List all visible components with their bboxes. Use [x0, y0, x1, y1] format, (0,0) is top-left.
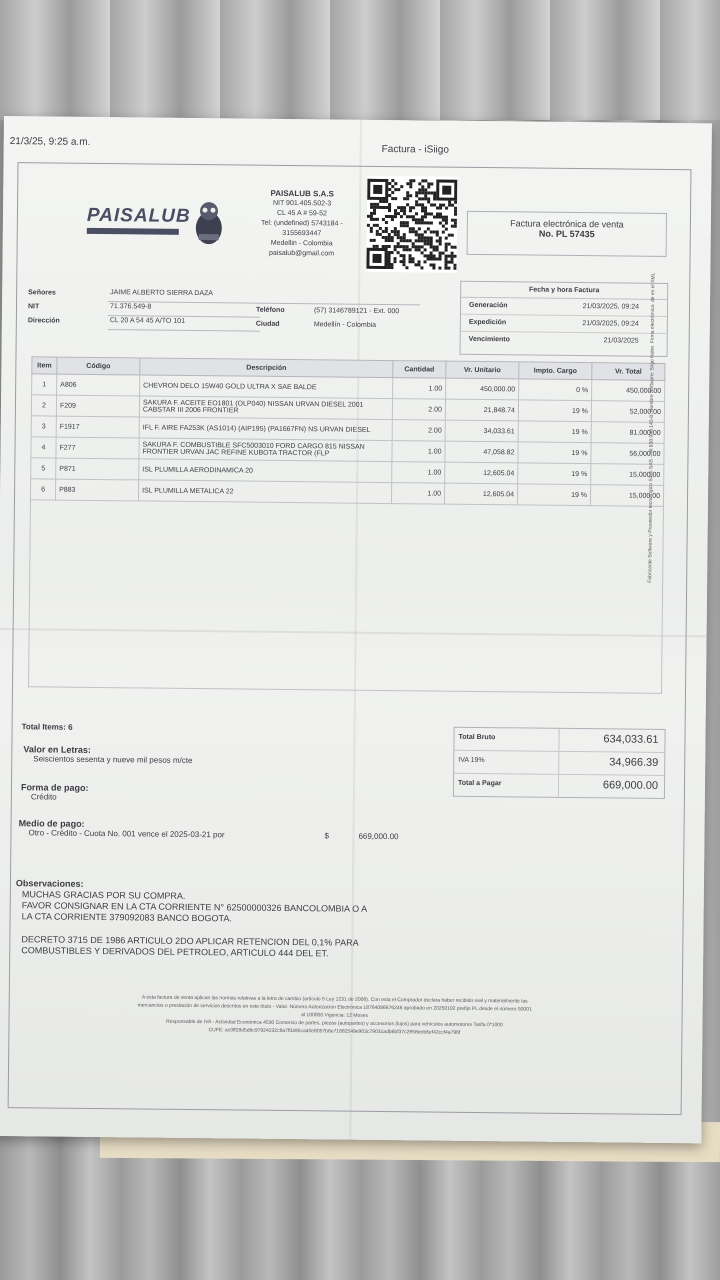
items-table: [28, 356, 665, 694]
qr-code-icon: [366, 176, 457, 273]
customer-city-label: Ciudad: [255, 320, 280, 328]
row-description: ISL PLUMILLA AERODINAMICA 20: [139, 459, 392, 483]
col-code: Código: [57, 357, 140, 375]
row-quantity: 2.00: [392, 399, 445, 421]
row-unit-price: 47,058.82: [445, 441, 518, 463]
row-total: 15,000.00: [591, 464, 664, 486]
row-description: IFL F. AIRE FA253K (AS1014) (AIP195) (PA1667FN) NS URVAN DIESEL: [139, 417, 392, 441]
company-city: Medellin - Colombia: [270, 239, 333, 248]
print-title: Factura - iSiigo: [381, 143, 449, 156]
row-unit-price: 12,605.04: [444, 483, 517, 505]
payment-form-value: Crédito: [30, 792, 57, 802]
observations-line2: FAVOR CONSIGNAR EN LA CTA CORRIENTE N° 62500000326 BANCOLOMBIA O A: [21, 900, 368, 914]
row-item: 5: [31, 458, 56, 479]
row-quantity: 1.00: [392, 441, 445, 463]
customer-nit: 71.376.549-8: [108, 303, 260, 318]
row-description: ISL PLUMILLA METALICA 22: [138, 480, 391, 504]
row-description: SAKURA F. ACEITE EO1801 (OLP040) NISSAN URVAN DIESEL 2001 CABSTAR III 2006 FRONTIER: [139, 396, 392, 420]
row-total: 450,000.00: [592, 380, 665, 402]
generation-date: 21/03/2025, 09:24: [582, 303, 640, 311]
row-quantity: 1.00: [393, 378, 446, 400]
customer-nit-label: NIT: [27, 303, 40, 311]
row-quantity: 1.00: [391, 483, 444, 505]
company-logo: [86, 204, 191, 236]
col-total: Vr. Total: [592, 363, 665, 381]
row-total: 81,000.00: [591, 422, 664, 444]
observations-line5: COMBUSTIBLES Y DERIVADOS DEL PETROLEO, ARTICULO 444 DEL ET.: [21, 945, 329, 959]
row-unit-price: 12,605.04: [445, 462, 518, 484]
company-tel: Tel: (undefined) 5743184 -: [260, 219, 343, 228]
row-code: P871: [56, 458, 139, 480]
company-name: PAISALUB S.A.S: [270, 188, 334, 199]
logo-text: PAISALUB: [86, 204, 191, 227]
due-label: Vencimiento: [468, 335, 510, 344]
legal-notice: [34, 992, 634, 1038]
amount-in-words: [23, 744, 192, 765]
customer-address-label: Dirección: [27, 317, 60, 325]
company-email: paisalub@gmail.com: [268, 249, 335, 258]
row-tax: 0 %: [519, 379, 592, 401]
company-nit: NIT 901.405.502-3: [272, 199, 332, 208]
company-address: CL 45 A # 59-52: [276, 209, 327, 218]
observations-line4: DECRETO 3715 DE 1986 ARTICULO 2DO APLICAR RETENCION DEL 0,1% PARA: [21, 934, 359, 948]
col-quantity: Cantidad: [393, 361, 446, 379]
observations: [15, 878, 456, 961]
customer-name: JAIME ALBERTO SIERRA DAZA: [108, 289, 420, 305]
row-description: SAKURA F. COMBUSTIBLE SFC5003010 FORD CARGO 815 NISSAN FRONTIER URVAN JAC REFINE KUBOTA TRACTOR (FLP: [139, 438, 392, 462]
col-unit-price: Vr. Unitario: [446, 361, 519, 379]
row-tax: 19 %: [517, 484, 590, 506]
row-code: F277: [56, 437, 139, 459]
dates-box: [460, 281, 669, 357]
due-date: 21/03/2025: [603, 337, 639, 345]
legal-line5: CUFE: ac0ff28d5d9c97924232c9a7f0495ca40e8057b6e71682549e903c79031adb6bf37c2958eeb6ef42ccf4a796f: [208, 1027, 461, 1036]
row-tax: 19 %: [518, 463, 591, 485]
amount-in-words-value: Seiscientos sesenta y nueve mil pesos m/cte: [33, 754, 193, 766]
row-quantity: 1.00: [392, 462, 445, 484]
row-code: F1917: [56, 416, 139, 438]
total-to-pay: 669,000.00: [602, 779, 659, 792]
invoice-number: No. PL 57435: [538, 228, 595, 240]
amount-in-words-label: Valor en Letras:: [23, 744, 91, 755]
col-item: Item: [32, 357, 57, 374]
customer-tel-label: Teléfono: [255, 306, 285, 314]
gross-total-label: Total Bruto: [458, 733, 496, 742]
observations-line1: MUCHAS GRACIAS POR SU COMPRA.: [21, 889, 186, 901]
row-item: 3: [31, 416, 56, 437]
iva-value: 34,966.39: [609, 756, 659, 769]
invoice-type: Factura electrónica de venta: [510, 218, 624, 230]
row-description: CHEVRON DELO 15W40 GOLD ULTRA X SAE BALDE: [140, 375, 393, 399]
gross-total: 634,033.61: [603, 733, 659, 746]
row-total: 15,000.00: [590, 485, 663, 507]
logo-underline: [87, 228, 179, 235]
expedition-label: Expedición: [468, 318, 507, 327]
expedition-date: 21/03/2025, 09:24: [582, 320, 639, 328]
total-to-pay-label: Total a Pagar: [458, 779, 502, 788]
legal-line4: Responsable de IVA - Actividad Económica 4530 Comercio de partes, piezas (autopartes) y accesorios (lujos) para vehículos automotores Tarifa 0*1000: [166, 1018, 503, 1029]
observations-line3: LA CTA CORRIENTE 379092083 BANCO BOGOTA.: [21, 911, 232, 924]
customer-city: Medellín - Colombia: [313, 321, 377, 329]
row-total: 56,000.00: [591, 443, 664, 465]
row-item: 4: [31, 437, 56, 458]
customer-name-label: Señores: [28, 289, 56, 297]
row-tax: 19 %: [518, 442, 591, 464]
payment-form: [21, 782, 89, 802]
invoice-sheet: [0, 116, 712, 1143]
generation-label: Generación: [469, 301, 508, 310]
company-tel2: 3155693447: [282, 229, 322, 238]
row-unit-price: 21,848.74: [445, 399, 518, 421]
row-quantity: 2.00: [392, 420, 445, 442]
row-code: A806: [57, 374, 140, 396]
customer-address: CL 20 A 54 45 A/TO 101: [108, 317, 260, 332]
payment-form-label: Forma de pago:: [20, 782, 89, 793]
payment-currency: $: [324, 831, 329, 841]
row-item: 2: [31, 395, 56, 416]
row-tax: 19 %: [518, 400, 591, 422]
iva-label: IVA 19%: [458, 756, 485, 765]
table-empty-area: [29, 500, 664, 694]
background-fabric: [0, 0, 720, 120]
legal-line3: al 100000 Vigencia: 12 Meses: [301, 1012, 369, 1019]
legal-line2: mercancías o prestación de servicios descritos en este título - Valor. Número Autorización Electrónica 18764086676246 aprobado en 20250102 prefijo PL desde el número 50001: [137, 1002, 532, 1013]
payment-method-label: Medio de pago:: [18, 818, 85, 829]
dates-title: Fecha y hora Factura: [461, 282, 667, 300]
row-item: 6: [30, 479, 55, 500]
row-total: 52,000.00: [591, 401, 664, 423]
payment-amount: 669,000.00: [358, 831, 399, 842]
company-info: [247, 189, 358, 260]
row-tax: 19 %: [518, 421, 591, 443]
row-item: 1: [32, 374, 57, 395]
payment-method-value: Otro - Crédito - Cuota No. 001 vence el 2025-03-21 por: [28, 828, 225, 840]
mascot-icon: [189, 198, 230, 248]
invoice-type-box: [467, 211, 667, 257]
col-description: Descripción: [140, 358, 393, 378]
observations-label: Observaciones:: [15, 878, 84, 889]
col-tax: Impto. Cargo: [519, 362, 592, 380]
row-unit-price: 34,033.61: [445, 420, 518, 442]
vendor-side-text: Fabricante Software y Proveedor tecnológico Siigo SAS - Nit 830.048.145-8. Nombre Software: Siigo Nube. Firma electrónica: de en el XML: [647, 272, 657, 583]
legal-line1: A esta factura de venta aplican las normas relativas a la letra de cambio (artículo 5 Ley 1231 de 2008). Con esta el Comprador declara haber recibido real y materialmente las: [141, 994, 528, 1005]
totals-box: [453, 727, 666, 799]
row-code: F209: [56, 395, 139, 417]
customer-tel: (57) 3146789121 - Ext. 000: [313, 307, 400, 316]
row-unit-price: 450,000.00: [446, 378, 519, 400]
total-items: Total Items: 6: [21, 722, 73, 732]
row-code: P883: [55, 479, 138, 501]
print-datetime: 21/3/25, 9:25 a.m.: [9, 136, 91, 148]
